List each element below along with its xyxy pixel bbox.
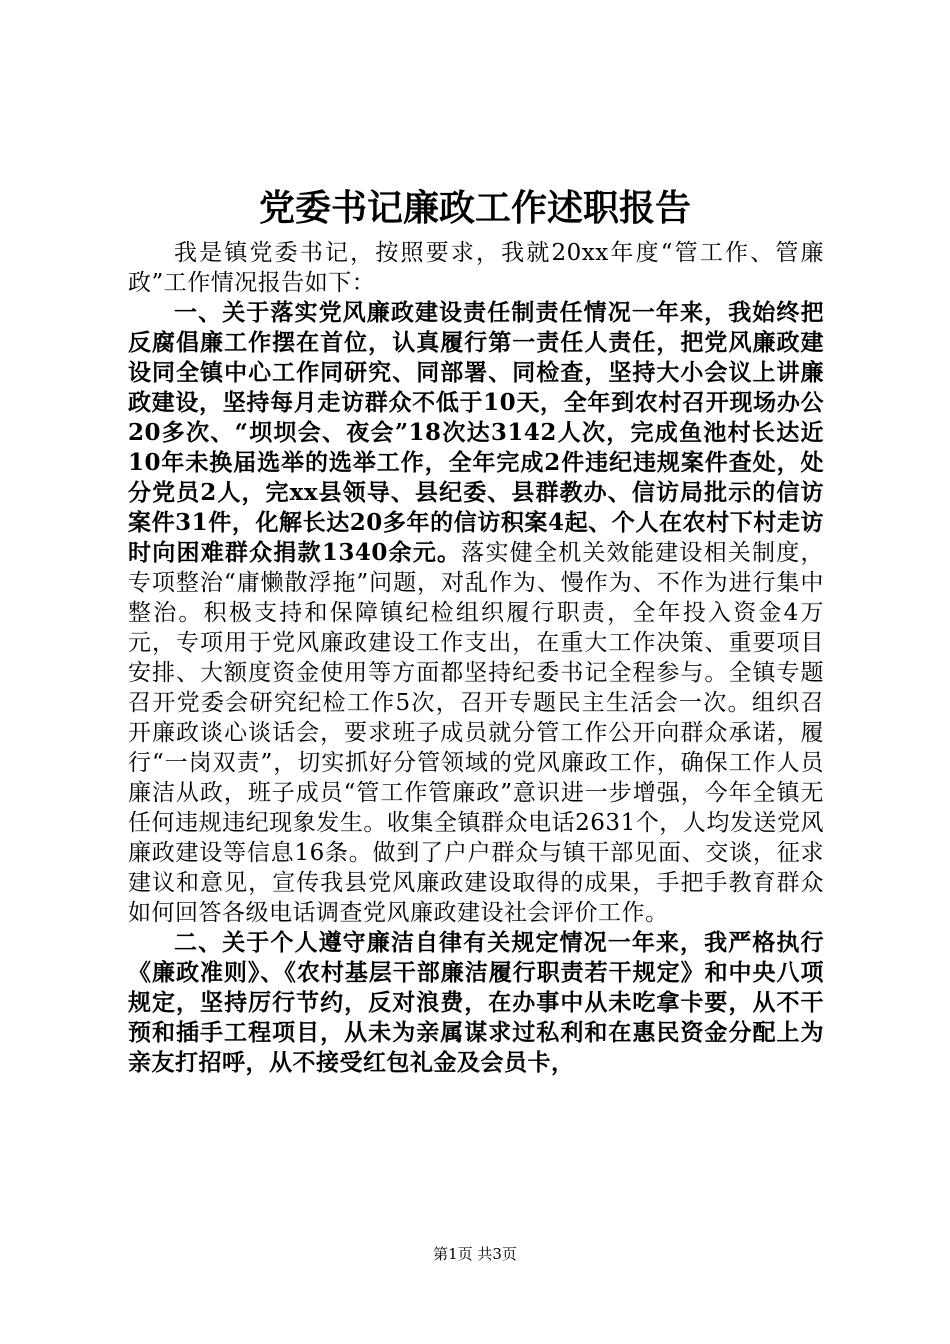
page-footer: 第1页 共3页 — [433, 1245, 517, 1263]
paragraph-section-one — [128, 298, 824, 928]
document-body — [128, 238, 824, 1078]
paragraph-section-two: 二、关于个人遵守廉洁自律有关规定情况一年来，我严格执行《廉政准则》、《农村基层干部廉洁履行职责若干规定》和中央八项规定，坚持厉行节约，反对浪费，在办事中从未吃拿卡要，从不干预和插手工程项目，从未为亲属谋求过私利和在惠民资金分配上为亲友打招呼，从不接受红包礼金及会员卡， — [128, 929, 824, 1076]
section-one-text: 一、关于落实党风廉政建设责任制责任情况一年来，我始终把反腐倡廉工作摆在首位，认真履行第一责任人责任，把党风廉政建设同全镇中心工作同研究、同部署、同检查，坚持大小会议上讲廉政建设，坚持每月走访群众不低于10天，全年到农村召开现场办公20多次、“坝坝会、夜会”18次达3142人次，完成鱼池村长达近10年未换届选举的选举工作，全年完成2件违纪违规案件查处，处分党员2人，完xx县领导、县纪委、县群教办、信访局批示的信访案件31件，化解长达20多年的信访积案4起、个人在农村下村走访时向困难群众捐款1340余元。 — [128, 299, 824, 566]
section-one-continuation: 落实健全机关效能建设相关制度，专项整治“庸懒散浮拖”问题，对乱作为、慢作为、不作为进行集中整治。积极支持和保障镇纪检组织履行职责，全年投入资金4万元，专项用于党风廉政建设工作支出，在重大工作决策、重要项目安排、大额度资金使用等方面都坚持纪委书记全程参与。全镇专题召开党委会研究纪检工作5次，召开专题民主生活会一次。组织召开廉政谈心谈话会，要求班子成员就分管工作公开向群众承诺，履行“一岗双责”，切实抓好分管领域的党风廉政工作，确保工作人员廉洁从政，班子成员“管工作管廉政”意识进一步增强，今年全镇无任何违规违纪现象发生。收集全镇群众电话2631个，人均发送党风廉政建设等信息16条。做到了户户群众与镇干部见面、交谈，征求建议和意见，宣传我县党风廉政建设取得的成果，手把手教育群众如何回答各级电话调查党风廉政建设社会评价工作。 — [128, 540, 825, 926]
document-title: 党委书记廉政工作述职报告 — [258, 187, 691, 229]
paragraph-intro: 我是镇党委书记，按照要求，我就20xx年度“管工作、管廉政”工作情况报告如下： — [128, 240, 824, 296]
